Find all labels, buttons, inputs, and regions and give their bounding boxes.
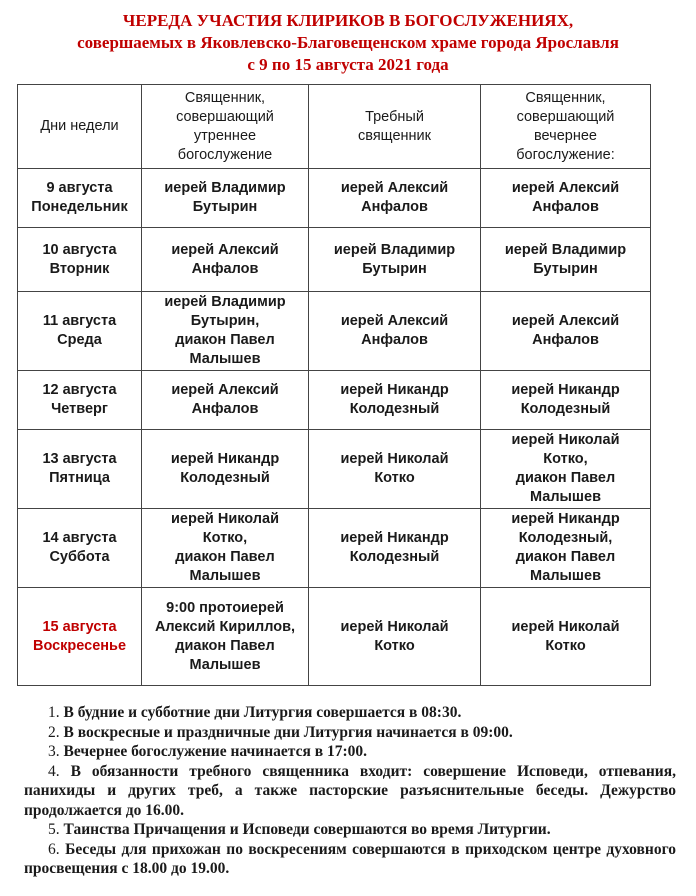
table-row	[18, 228, 651, 292]
cell-line: диакон Павел	[175, 332, 275, 348]
cell-line: 9 августа	[46, 180, 113, 196]
cell-day	[18, 509, 142, 588]
cell-line: Вторник	[49, 260, 110, 277]
cell-line: Четверг	[51, 401, 108, 417]
notes-list	[24, 703, 676, 879]
cell-day	[18, 169, 142, 228]
cell-treb	[309, 371, 481, 430]
table-row	[18, 430, 651, 509]
cell-line: иерей Владимир	[504, 241, 627, 258]
cell-line: Бутырин	[533, 260, 598, 277]
cell-line: иерей Алексий	[511, 313, 620, 329]
cell-line: Бутырин	[192, 199, 258, 215]
note-text: В будние и субботние дни Литургия совершается в 08:30.	[63, 704, 462, 721]
cell-line: Анфалов	[532, 332, 599, 348]
note-text: В обязанности требного священника входит: совершение Исповеди, отпевания, панихиды и других треб, а также пасторские разъяснительные беседы. Дежурство продолжается до 16.00.	[24, 762, 677, 819]
column-header	[309, 85, 481, 169]
cell-line: Колодезный	[520, 401, 611, 417]
title-line-1: ЧЕРЕДА УЧАСТИЯ КЛИРИКОВ В БОГОСЛУЖЕНИЯХ,	[122, 11, 574, 30]
cell-morning	[142, 509, 309, 588]
cell-line: Бутырин,	[190, 313, 260, 329]
note-number: 2.	[48, 723, 60, 741]
cell-line: священник	[358, 127, 431, 144]
cell-line: Анфалов	[532, 199, 599, 215]
title-line-2: совершаемых в Яковлевско-Благовещенском храме города Ярославля	[77, 33, 619, 52]
note-item	[24, 820, 676, 840]
cell-day	[18, 430, 142, 509]
cell-line: 13 августа	[42, 451, 117, 467]
cell-morning	[142, 228, 309, 292]
cell-day	[18, 371, 142, 430]
cell-line: Малышев	[189, 568, 261, 584]
cell-line: Священник,	[184, 89, 266, 106]
note-item	[24, 762, 676, 821]
cell-line: диакон Павел	[175, 549, 275, 565]
cell-evening	[481, 371, 651, 430]
cell-treb	[309, 430, 481, 509]
cell-line: Колодезный	[349, 401, 440, 417]
cell-line: иерей Никандр	[340, 530, 449, 546]
cell-line: 12 августа	[42, 382, 117, 398]
cell-line: 14 августа	[42, 530, 117, 546]
cell-line: 11 августа	[42, 313, 117, 329]
cell-line: иерей Никандр	[170, 451, 280, 467]
note-item	[24, 703, 676, 723]
cell-line: совершающий	[516, 108, 615, 125]
cell-line: Котко,	[202, 530, 248, 546]
cell-line: диакон Павел	[515, 549, 616, 565]
cell-treb	[309, 588, 481, 686]
cell-line: Понедельник	[31, 199, 128, 215]
column-header	[142, 85, 309, 169]
cell-line: иерей Алексий	[340, 180, 449, 196]
note-number: 6.	[48, 840, 60, 858]
cell-treb	[309, 509, 481, 588]
cell-line: 9:00 протоиерей	[166, 599, 284, 616]
cell-evening	[481, 430, 651, 509]
column-header	[18, 85, 142, 169]
title-line-3: с 9 по 15 августа 2021 года	[247, 55, 449, 74]
cell-day	[18, 292, 142, 371]
cell-morning	[142, 588, 309, 686]
schedule-table	[17, 84, 651, 686]
cell-line: Среда	[57, 332, 102, 348]
table-row	[18, 169, 651, 228]
cell-line: Колодезный	[349, 549, 440, 565]
table-row	[18, 371, 651, 430]
cell-evening	[481, 292, 651, 371]
note-text: В воскресные и праздничные дни Литургия начинается в 09:00.	[63, 723, 513, 741]
note-item	[24, 840, 676, 879]
cell-line: Анфалов	[191, 260, 259, 277]
cell-line: иерей Владимир	[164, 294, 286, 310]
cell-line: Котко,	[543, 451, 588, 467]
cell-morning	[142, 430, 309, 509]
cell-line: Дни недели	[40, 118, 119, 134]
cell-line: Анфалов	[361, 332, 428, 348]
cell-morning	[142, 371, 309, 430]
cell-line: иерей Николай	[171, 511, 279, 527]
cell-line: богослужение	[177, 146, 273, 163]
note-number: 3.	[48, 743, 60, 760]
cell-line: Котко	[374, 637, 415, 654]
column-header	[481, 85, 651, 169]
note-text: Беседы для прихожан по воскресениям совершаются в приходском центре духовного просвещения с 18.00 до 19.00.	[24, 840, 676, 877]
cell-line: иерей Алексий	[171, 382, 279, 398]
cell-line: Малышев	[189, 656, 261, 673]
cell-morning	[142, 169, 309, 228]
cell-line: иерей Никандр	[340, 382, 449, 398]
cell-line: Бутырин	[362, 260, 427, 277]
cell-line: Малышев	[530, 489, 601, 505]
note-number: 5.	[48, 821, 60, 838]
cell-line: иерей Владимир	[164, 180, 286, 196]
cell-line: Анфалов	[361, 199, 428, 215]
cell-line: иерей Никандр	[511, 511, 620, 527]
cell-evening	[481, 588, 651, 686]
cell-line: Пятница	[49, 470, 110, 486]
cell-line: Воскресенье	[32, 637, 127, 654]
cell-line: иерей Алексий	[340, 313, 449, 329]
cell-line: 15 августа	[42, 618, 117, 635]
cell-treb	[309, 292, 481, 371]
cell-line: иерей Владимир	[333, 241, 456, 258]
note-text: Вечернее богослужение начинается в 17:00.	[63, 743, 368, 760]
cell-evening	[481, 169, 651, 228]
cell-line: иерей Алексий	[511, 180, 620, 196]
cell-line: Малышев	[530, 568, 601, 584]
cell-morning	[142, 292, 309, 371]
title-block	[0, 10, 696, 76]
cell-line: иерей Алексий	[171, 241, 279, 258]
cell-line: Котко	[374, 470, 415, 486]
cell-line: Требный	[365, 108, 424, 125]
cell-line: Колодезный,	[518, 530, 613, 546]
cell-line: иерей Николай	[511, 432, 620, 448]
cell-line: иерей Никандр	[511, 382, 620, 398]
note-number: 4.	[48, 762, 60, 780]
table-header-row	[18, 85, 651, 169]
note-text: Таинства Причащения и Исповеди совершаются во время Литургии.	[63, 821, 551, 838]
note-number: 1.	[48, 704, 60, 721]
cell-treb	[309, 228, 481, 292]
cell-line: Анфалов	[191, 401, 259, 417]
table-row	[18, 588, 651, 686]
note-item	[24, 723, 676, 743]
cell-line: совершающий	[176, 108, 274, 125]
cell-line: Священник,	[525, 89, 606, 106]
cell-line: иерей Николай	[511, 618, 620, 635]
cell-line: Котко	[545, 637, 586, 654]
cell-evening	[481, 509, 651, 588]
cell-line: Суббота	[49, 549, 110, 565]
cell-line: богослужение:	[516, 146, 615, 163]
cell-evening	[481, 228, 651, 292]
cell-line: диакон Павел	[515, 470, 616, 486]
cell-line: иерей Николай	[340, 618, 449, 635]
cell-line: Колодезный	[180, 470, 270, 486]
table-row	[18, 292, 651, 371]
table-row	[18, 509, 651, 588]
cell-day	[18, 588, 142, 686]
note-item	[24, 742, 676, 762]
cell-line: утреннее	[193, 127, 257, 144]
cell-line: 10 августа	[42, 241, 117, 258]
cell-line: Алексий Кириллов,	[154, 618, 296, 635]
cell-line: диакон Павел	[175, 637, 275, 654]
cell-line: вечернее	[534, 127, 597, 144]
cell-day	[18, 228, 142, 292]
cell-line: Малышев	[189, 351, 261, 367]
cell-treb	[309, 169, 481, 228]
cell-line: иерей Николай	[340, 451, 449, 467]
